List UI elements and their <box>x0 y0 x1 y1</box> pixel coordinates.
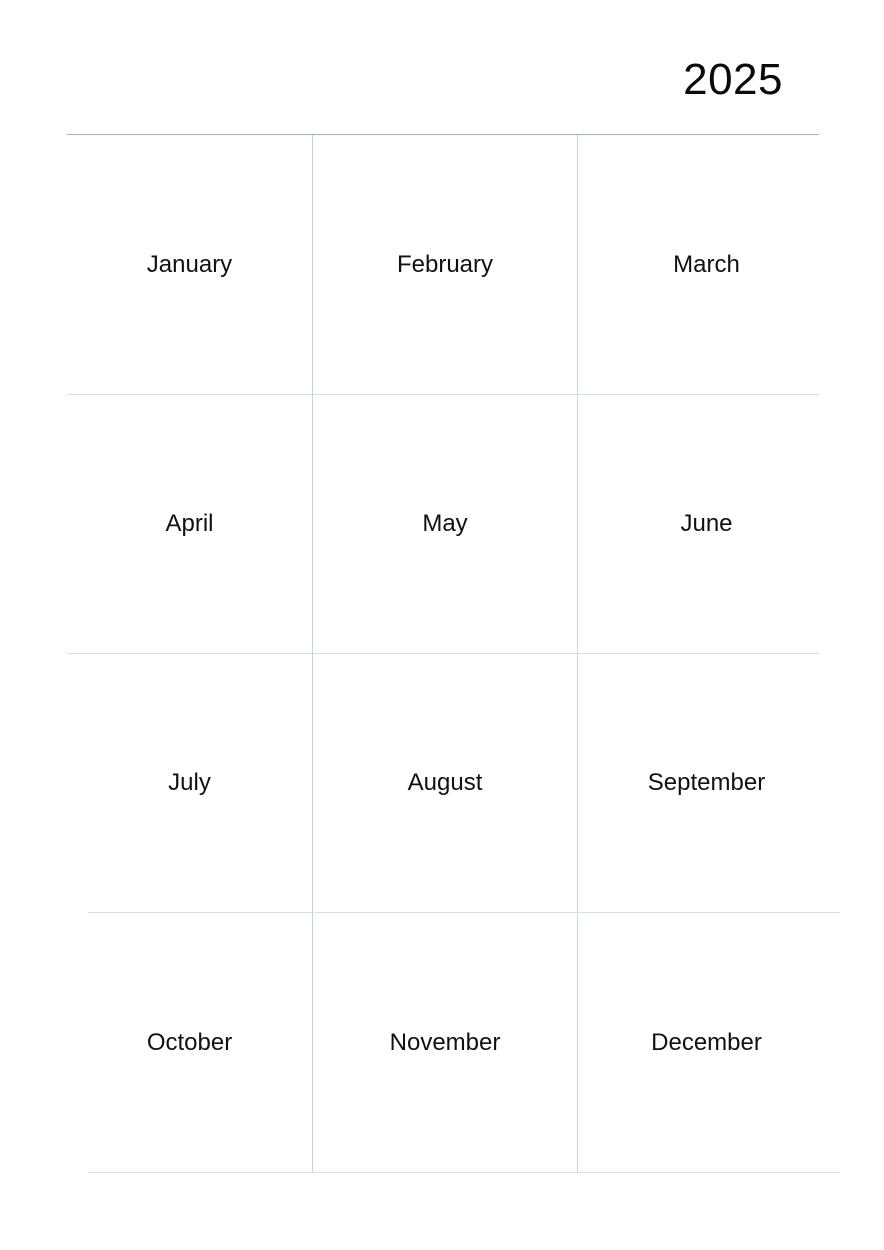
month-cell-august[interactable]: August <box>407 769 483 796</box>
month-cell-july[interactable]: July <box>168 769 211 796</box>
month-cell-march[interactable]: March <box>673 250 740 278</box>
row-divider <box>88 1172 840 1173</box>
month-cell-september[interactable]: September <box>647 769 766 796</box>
month-cell-january[interactable]: January <box>146 250 233 278</box>
month-cell-may[interactable]: May <box>422 510 468 537</box>
year-title: 2025 <box>683 55 783 104</box>
month-cell-april[interactable]: April <box>165 510 214 537</box>
month-grid <box>0 135 884 1175</box>
month-cell-october[interactable]: October <box>146 1028 233 1056</box>
month-cell-december[interactable]: December <box>651 1028 762 1056</box>
month-cell-november[interactable]: November <box>389 1028 501 1056</box>
month-cell-june[interactable]: June <box>680 510 733 537</box>
month-cell-february[interactable]: February <box>396 250 494 278</box>
